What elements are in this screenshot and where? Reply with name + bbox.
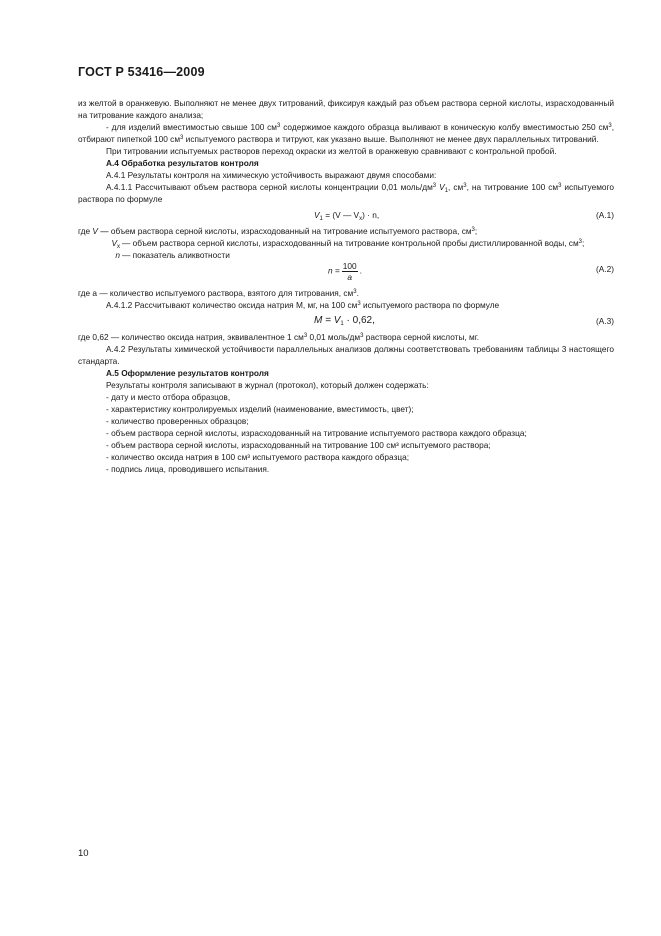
definitions-a1 xyxy=(78,225,614,261)
paragraph-continuation: из желтой в оранжевую. Выполняют не менее двух титрований, фиксируя каждый раз объем раствора серной кислоты, израсходованный на титрование каждого анализа; xyxy=(78,98,614,120)
list-item: - дату и место отбора образцов, xyxy=(106,392,231,402)
definition-v: где V — объем раствора серной кислоты, израсходованный на титрование испытуемого раствора, $см^3$; xyxy=(78,226,478,236)
formula-a3 xyxy=(78,311,614,331)
paragraph-large-items: - для изделий вместимостью свыше 100 $см^3$ содержимое каждого образца выливают в коническую колбу вместимостью 250 $см^3$, отбирают пипеткой 100 $см^3$ испытуемого раствора и титруют, как указано выше. Выполняют не менее двух параллельных титрований. xyxy=(78,122,614,144)
definition-062: где 0,62 — количество оксида натрия, эквивалентное 1 $см^3$ 0,01 моль/$дм^3$ раствора серной кислоты, мг. xyxy=(78,332,480,342)
section-heading-a4: А.4 Обработка результатов контроля xyxy=(106,158,259,168)
list-item: - количество оксида натрия в 100 см³ испытуемого раствора каждого образца; xyxy=(106,452,410,462)
formula-a3-expression: $M = V_1 \cdot 0,62$, xyxy=(314,315,375,327)
paragraph-a5-intro: Результаты контроля записывают в журнал (протокол), который должен содержать: xyxy=(106,380,429,390)
formula-a1-number: (А.1) xyxy=(596,210,614,220)
definition-n: n — показатель аликвотности xyxy=(115,250,230,260)
section-heading-a5: А.5 Оформление результатов контроля xyxy=(106,368,269,378)
paragraph-a411: А.4.1.1 Рассчитывают объем раствора серной кислоты концентрации 0,01 моль/$дм^3$ $V_1$, $см^3$, на титрование 100 $см^3$ испытуемого раствора по формуле xyxy=(78,182,615,204)
formula-a3-number: (А.3) xyxy=(596,316,614,326)
formula-a1-expression: $V_1 = (V$ — $V_x) \cdot n$, xyxy=(314,210,380,222)
list-item: - характеристику контролируемых изделий (наименование, вместимость, цвет); xyxy=(106,404,414,414)
definition-vx: $V_x$ — объем раствора серной кислоты, израсходованный на титрование контрольной пробы дистиллированной воды, $см^3$; xyxy=(111,238,585,250)
list-item: - объем раствора серной кислоты, израсходованный на титрование испытуемого раствора каждого образца; xyxy=(106,428,527,438)
paragraph-control-sample: При титровании испытуемых растворов переход окраски из желтой в оранжевую сравнивают с контрольной пробой. xyxy=(106,146,557,156)
list-item: - объем раствора серной кислоты, израсходованный на титрование 100 см³ испытуемого раствора; xyxy=(106,440,491,450)
formula-a2-expression: n = $\frac{100}{a}$ . xyxy=(328,261,362,282)
list-item: - подпись лица, проводившего испытания. xyxy=(106,464,270,474)
paragraph-a41: А.4.1 Результаты контроля на химическую устойчивость выражают двумя способами: xyxy=(106,170,437,180)
formula-a2-number: (А.2) xyxy=(596,264,614,274)
list-item: - количество проверенных образцов; xyxy=(106,416,249,426)
protocol-list xyxy=(78,391,614,475)
definition-a: где a — количество испытуемого раствора, взятого для титрования, $см^3$. xyxy=(78,288,359,298)
document-header: ГОСТ Р 53416—2009 xyxy=(78,65,205,79)
formula-a2 xyxy=(78,261,614,287)
document-page xyxy=(78,64,614,475)
formula-a1 xyxy=(78,205,614,225)
paragraph-a412: А.4.1.2 Рассчитывают количество оксида натрия M, мг, на 100 $см^3$ испытуемого раствора по формуле xyxy=(106,300,500,310)
page-number: 10 xyxy=(78,848,89,859)
paragraph-a42: А.4.2 Результаты химической устойчивости параллельных анализов должны соответствовать требованиям таблицы 3 настоящего стандарта. xyxy=(78,344,614,366)
